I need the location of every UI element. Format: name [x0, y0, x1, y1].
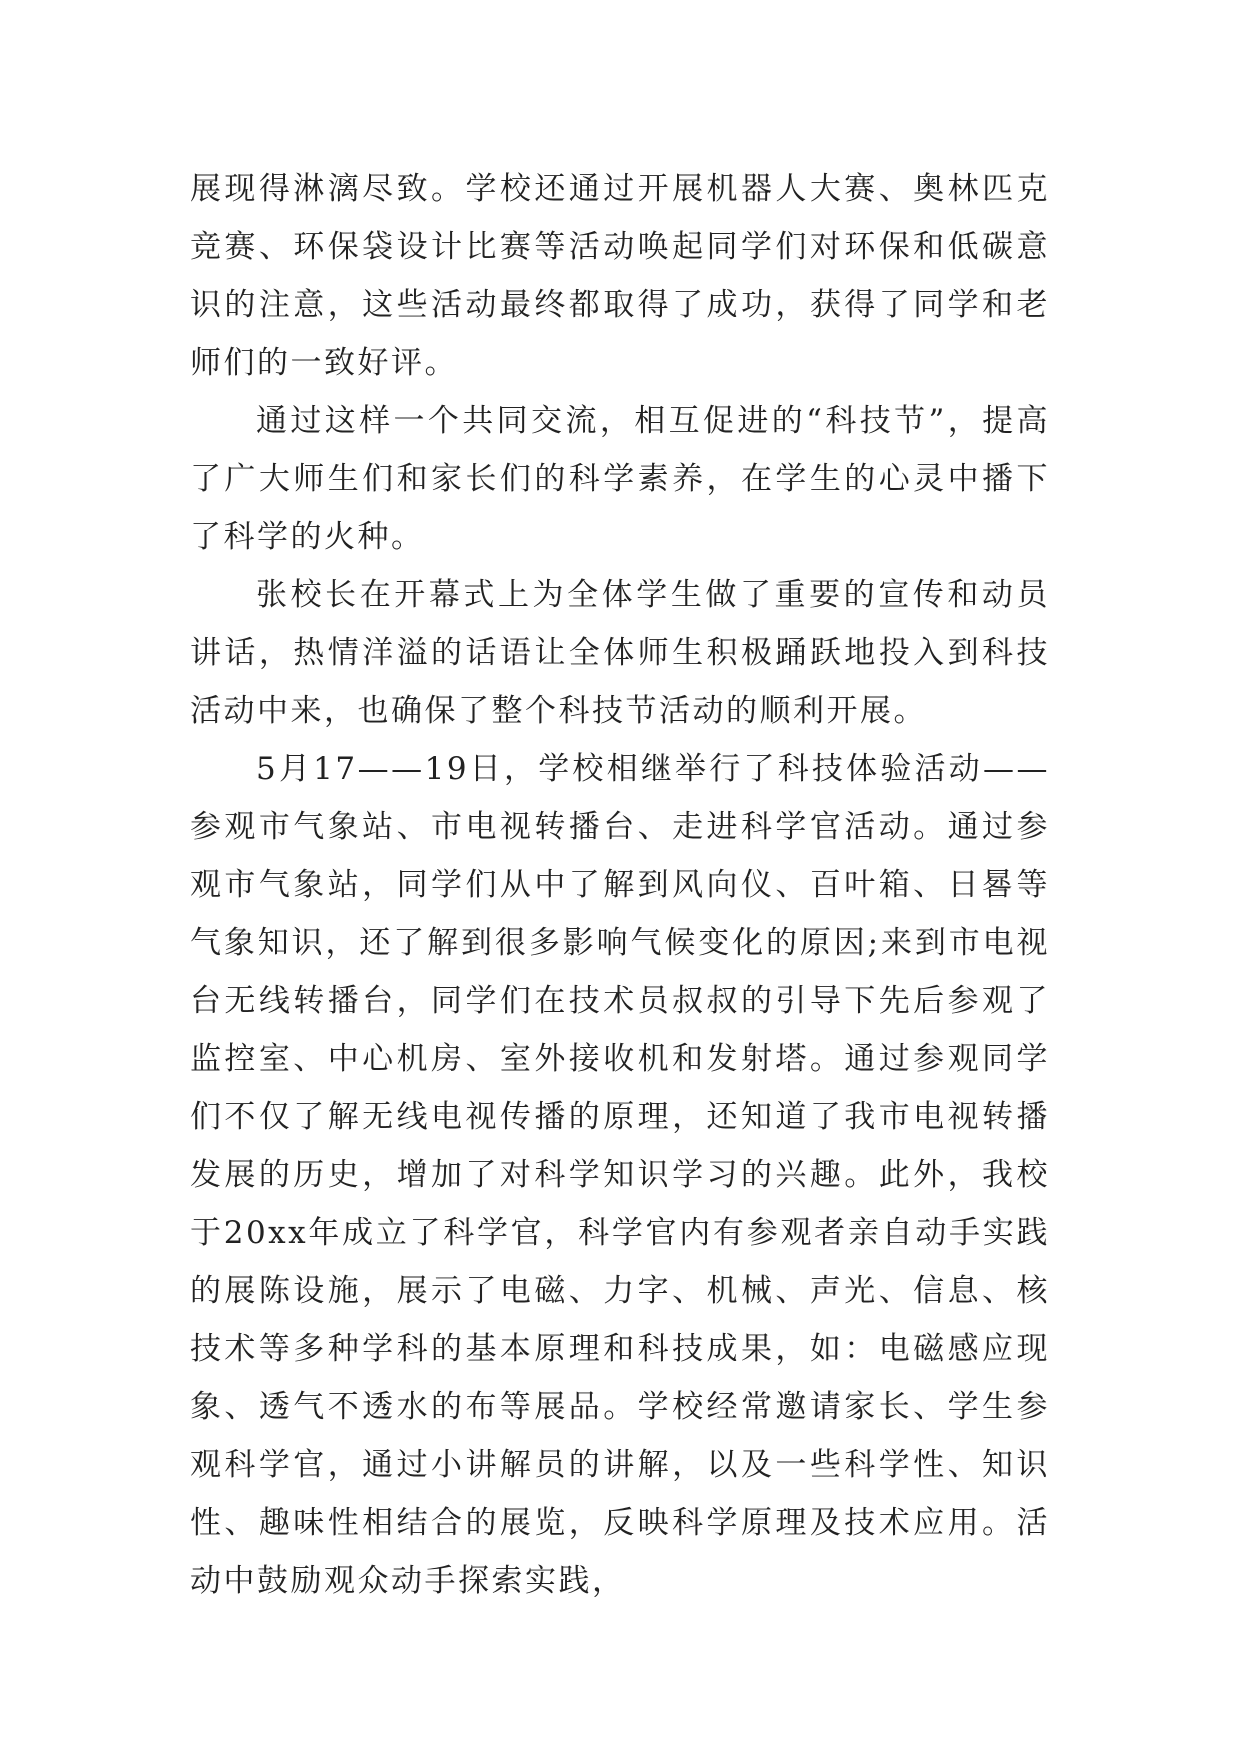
paragraph-2: 通过这样一个共同交流，相互促进的“科技节”，提高了广大师生们和家长们的科学素养，在学生的心灵中播下了科学的火种。 — [190, 403, 1050, 555]
paragraph-4: 5月17——19日，学校相继举行了科技体验活动——参观市气象站、市电视转播台、走进科学官活动。通过参观市气象站，同学们从中了解到风向仪、百叶箱、日晷等气象知识，还了解到很多影响气候变化的原因;来到市电视台无线转播台，同学们在技术员叔叔的引导下先后参观了监控室、中心机房、室外接收机和发射塔。通过参观同学们不仅了解无线电视传播的原理，还知道了我市电视转播发展的历史，增加了对科学知识学习的兴趣。此外，我校于20xx年成立了科学官，科学官内有参观者亲自动手实践的展陈设施，展示了电磁、力字、机械、声光、信息、核技术等多种学科的基本原理和科技成果，如：电磁感应现象、透气不透水的布等展品。学校经常邀请家长、学生参观科学官，通过小讲解员的讲解，以及一些科学性、知识性、趣味性相结合的展览，反映科学原理及技术应用。活动中鼓励观众动手探索实践， — [190, 751, 1050, 1599]
document-body — [190, 160, 1050, 1610]
paragraph-3: 张校长在开幕式上为全体学生做了重要的宣传和动员讲话，热情洋溢的话语让全体师生积极踊跃地投入到科技活动中来，也确保了整个科技节活动的顺利开展。 — [190, 577, 1050, 729]
paragraph-1: 展现得淋漓尽致。学校还通过开展机器人大赛、奥林匹克竞赛、环保袋设计比赛等活动唤起同学们对环保和低碳意识的注意，这些活动最终都取得了成功，获得了同学和老师们的一致好评。 — [190, 171, 1050, 381]
